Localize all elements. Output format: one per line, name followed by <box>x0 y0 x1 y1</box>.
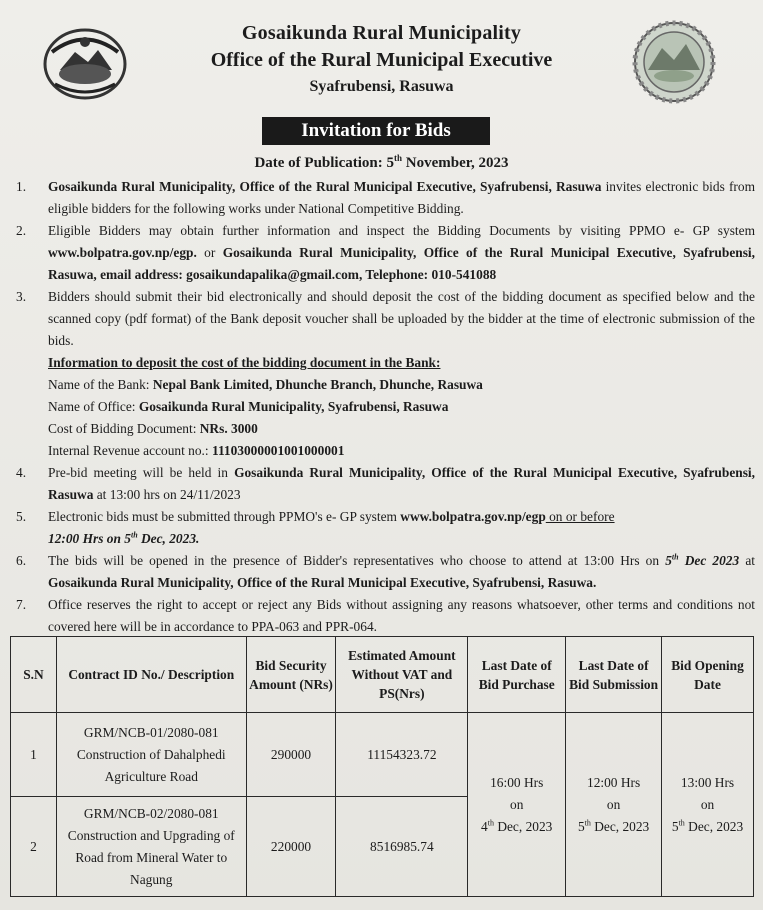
office-name: Office of the Rural Municipal Executive <box>210 49 553 71</box>
row-estimated: 8516985.74 <box>336 797 468 897</box>
notice-header <box>0 20 763 100</box>
header-security: Bid Security Amount (NRs) <box>246 637 336 713</box>
header-submission: Last Date of Bid Submission <box>566 637 662 713</box>
notice-title-banner: Invitation for Bids <box>262 117 490 145</box>
header-estimated: Estimated Amount Without VAT and PS(Nrs) <box>336 637 468 713</box>
purchase-date-cell: 16:00 Hrs on 4th Dec, 2023 <box>468 713 566 897</box>
row-security: 220000 <box>246 797 336 897</box>
location: Syafrubensi, Rasuwa <box>309 78 454 95</box>
publication-date: Date of Publication: 5th November, 2023 <box>254 153 509 171</box>
row-security: 290000 <box>246 713 336 797</box>
table-row <box>11 713 754 797</box>
row-contract: GRM/NCB-02/2080-081 Construction and Upgrading of Road from Mineral Water to Nagung <box>56 797 246 897</box>
clause-5: 5. Electronic bids must be submitted through PPMO's e- GP system www.bolpatra.gov.np/egp on or before 12:00 Hrs on 5th Dec, 2023. <box>16 509 615 546</box>
notice-body <box>10 176 755 638</box>
bank-name-line: Name of the Bank: Nepal Bank Limited, Dhunche Branch, Dhunche, Rasuwa <box>48 377 483 392</box>
row-estimated: 11154323.72 <box>336 713 468 797</box>
clause-2: 2. Eligible Bidders may obtain further information and inspect the Bidding Documents by visiting PPMO e- GP system www.bolpatra.gov.np/egp. or Gosaikunda Rural Municipality, Office of the Rural Municipal Executive, Syafrubensi, Rasuwa, email address: gosaikundapalika@gmail.com, Telephone: 010-541088 <box>16 223 755 282</box>
table-header-row <box>11 637 754 713</box>
revenue-account-line: Internal Revenue account no.: 11103000001001000001 <box>48 443 345 458</box>
clause-7: 7. Office reserves the right to accept or reject any Bids without assigning any reasons whatsoever, other terms and conditions not covered here will be in accordance to PPA-063 and PPR-064. <box>16 597 755 634</box>
row-contract: GRM/NCB-01/2080-081 Construction of Dahalphedi Agriculture Road <box>56 713 246 797</box>
bank-info <box>10 352 755 462</box>
cost-line: Cost of Bidding Document: NRs. 3000 <box>48 421 258 436</box>
header-sn: S.N <box>11 637 57 713</box>
row-sn: 2 <box>11 797 57 897</box>
clause-6: 6. The bids will be opened in the presence of Bidder's representatives who choose to attend at 13:00 Hrs on 5th Dec 2023 at Gosaikunda Rural Municipality, Office of the Rural Municipal Executive, Syafrubensi, Rasuwa. <box>16 552 755 590</box>
municipality-name: Gosaikunda Rural Municipality <box>241 22 522 44</box>
clause-1: 1. Gosaikunda Rural Municipality, Office of the Rural Municipal Executive, Syafrubensi, Rasuwa invites electronic bids from eligible bidders for the following works under National Competitive Bidding. <box>16 179 755 216</box>
bids-table <box>10 636 754 897</box>
clause-4: 4. Pre-bid meeting will be held in Gosaikunda Rural Municipality, Office of the Rural Municipal Executive, Syafrubensi, Rasuwa at 13:00 hrs on 24/11/2023 <box>16 465 755 502</box>
clause-3: 3. Bidders should submit their bid electronically and should deposit the cost of the bidding document as specified below and the scanned copy (pdf format) of the Bank deposit voucher shall be uploaded by the bidder at the time of electronic submission of the bids. <box>16 289 755 348</box>
submission-date-cell: 12:00 Hrs on 5th Dec, 2023 <box>566 713 662 897</box>
opening-date-cell: 13:00 Hrs on 5th Dec, 2023 <box>662 713 754 897</box>
header-opening: Bid Opening Date <box>662 637 754 713</box>
header-purchase: Last Date of Bid Purchase <box>468 637 566 713</box>
row-sn: 1 <box>11 713 57 797</box>
header-contract: Contract ID No./ Description <box>56 637 246 713</box>
bank-info-heading: Information to deposit the cost of the bidding document in the Bank: <box>48 355 441 370</box>
office-name-line: Name of Office: Gosaikunda Rural Municipality, Syafrubensi, Rasuwa <box>48 399 449 414</box>
